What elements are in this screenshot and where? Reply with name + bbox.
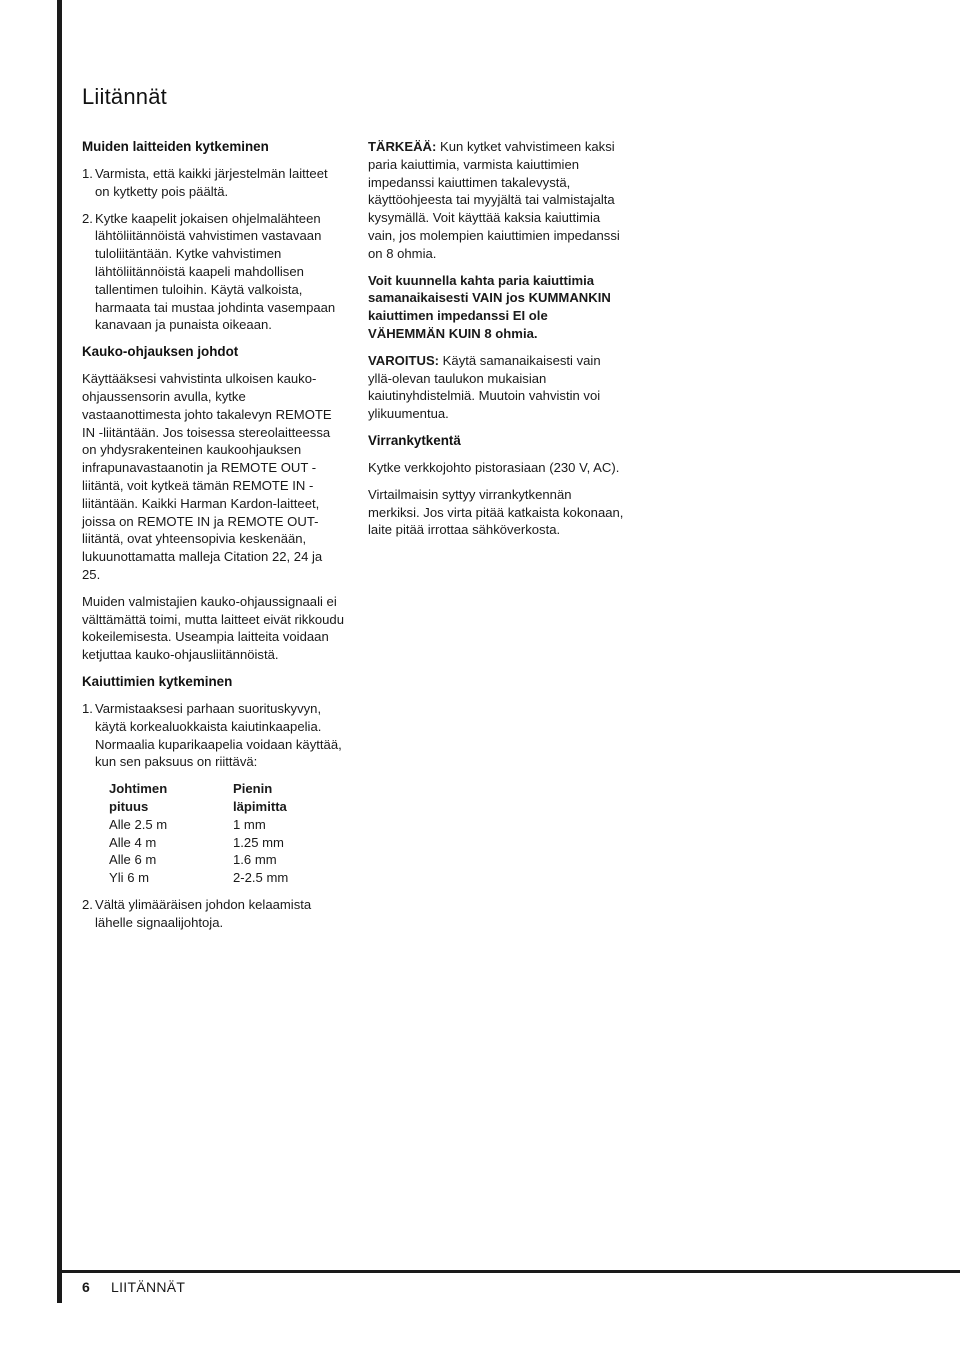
table-cell: Alle 4 m bbox=[109, 834, 157, 850]
table-cell: 2-2.5 mm bbox=[233, 870, 289, 886]
paragraph: Virtailmaisin syttyy virrankytkennän merkiksi. Jos virta pitää katkaista kokonaan, laite pitää irrottaa sähköverkosta. bbox=[368, 486, 624, 538]
table-header-row bbox=[109, 780, 288, 816]
list-item bbox=[82, 896, 344, 932]
list-item bbox=[82, 700, 344, 771]
list-number: 2. bbox=[82, 896, 93, 912]
table-row bbox=[109, 834, 288, 852]
paragraph: Kytke verkkojohto pistorasiaan (230 V, AC). bbox=[368, 459, 620, 475]
paragraph: Käyttääksesi vahvistinta ulkoisen kauko-ohjaussensorin avulla, kytke vastaanottimesta johto takalevyn REMOTE IN -liitäntään. Jos toisessa stereolaitteessa on yhdysrakenteinen kaukoohjauksen infrapunavastaanotin ja REMOTE OUT -liitäntä, voit kytkeä tämän REMOTE IN -liitäntään. Kaikki Harman Kardon-laitteet, joissa on REMOTE IN ja REMOTE OUT-liitäntä, ovat yhteensopivia keskenään, lukuunottamatta malleja Citation 22, 24 ja 25. bbox=[82, 371, 332, 582]
list-text: Varmistaaksesi parhaan suorituskyvyn, käytä korkealuokkaista kaiutinkaapelia. Normaalia kuparikaapelia voidaan käyttää, kun sen paksuus on riittävä: bbox=[95, 700, 342, 770]
paragraph: Muiden valmistajien kauko-ohjaussignaali ei välttämättä toimi, mutta laitteet eivät rikkoudu kokeilemisesta. Useampia laitteita voidaan ketjuttaa kauko-ohjausliitännöistä. bbox=[82, 593, 344, 663]
important-label: TÄRKEÄÄ: bbox=[368, 139, 437, 154]
left-column bbox=[82, 138, 344, 940]
table-row bbox=[109, 851, 288, 869]
table-cell: 1.6 mm bbox=[233, 852, 277, 868]
column-header-length: Johtimen pituus bbox=[109, 781, 168, 814]
footer-rule bbox=[57, 1270, 960, 1273]
table-row bbox=[109, 816, 288, 834]
warning-label: VAROITUS: bbox=[368, 352, 440, 368]
right-column bbox=[368, 138, 626, 548]
list-item bbox=[82, 165, 344, 201]
list-text: Vältä ylimääräisen johdon kelaamista lähelle signaalijohtoja. bbox=[95, 896, 312, 930]
section-heading-other-devices: Muiden laitteiden kytkeminen bbox=[82, 139, 269, 154]
list-item bbox=[82, 210, 344, 335]
section-heading-remote-control: Kauko-ohjauksen johdot bbox=[82, 344, 239, 360]
section-heading-power: Virrankytkentä bbox=[368, 432, 461, 448]
table-cell: Alle 2.5 m bbox=[109, 816, 168, 832]
warning-note bbox=[368, 352, 626, 423]
important-note bbox=[368, 138, 626, 263]
list-text: Kytke kaapelit jokaisen ohjelmalähteen lähtöliitännöistä vahvistimen vastavaan tuloliitäntään. Kytke vahvistimen lähtöliitännöistä kaapeli mahdollisen tallentimen tuloihin. Käytä valkoista, harmaata tai mustaa johdinta vasempaan kanavaan ja punaista oikeaan. bbox=[95, 210, 336, 333]
list-text: Varmista, että kaikki järjestelmän laitteet on kytketty pois päältä. bbox=[95, 166, 328, 199]
important-text: Kun kytket vahvistimeen kaksi paria kaiuttimia, varmista kaiuttimien impedanssi kaiuttimen takalevystä, käyttöohjeesta tai myyjältä tai valmistajalta kysymällä. Voit käyttää kaksia kaiuttimia vain, jos molempien kaiuttimien impedanssi on 8 ohmia. bbox=[368, 139, 620, 261]
list-number: 1. bbox=[82, 700, 93, 716]
table-row bbox=[109, 869, 288, 887]
table-cell: Alle 6 m bbox=[109, 852, 157, 868]
table-cell: 1 mm bbox=[233, 816, 266, 832]
wire-gauge-table bbox=[109, 780, 288, 887]
page-number: 6 bbox=[82, 1279, 90, 1295]
footer-section-label: LIITÄNNÄT bbox=[111, 1279, 186, 1295]
column-header-diameter: Pienin läpimitta bbox=[233, 781, 287, 814]
list-number: 1. bbox=[82, 166, 93, 181]
page-title: Liitännät bbox=[82, 84, 167, 109]
list-number: 2. bbox=[82, 210, 93, 226]
warning-text: Käytä samanaikaisesti vain yllä-olevan taulukon mukaisian kaiutinyhdistelmiä. Muutoin vahvistin voi ylikuumentua. bbox=[368, 352, 601, 422]
table-cell: 1.25 mm bbox=[233, 834, 284, 850]
section-heading-speakers: Kaiuttimien kytkeminen bbox=[82, 673, 233, 689]
margin-rule-vertical bbox=[57, 0, 62, 1303]
table-cell: Yli 6 m bbox=[109, 870, 150, 886]
impedance-warning: Voit kuunnella kahta paria kaiuttimia samanaikaisesti VAIN jos KUMMANKIN kaiuttimen impedanssi EI ole VÄHEMMÄN KUIN 8 ohmia. bbox=[368, 272, 611, 341]
